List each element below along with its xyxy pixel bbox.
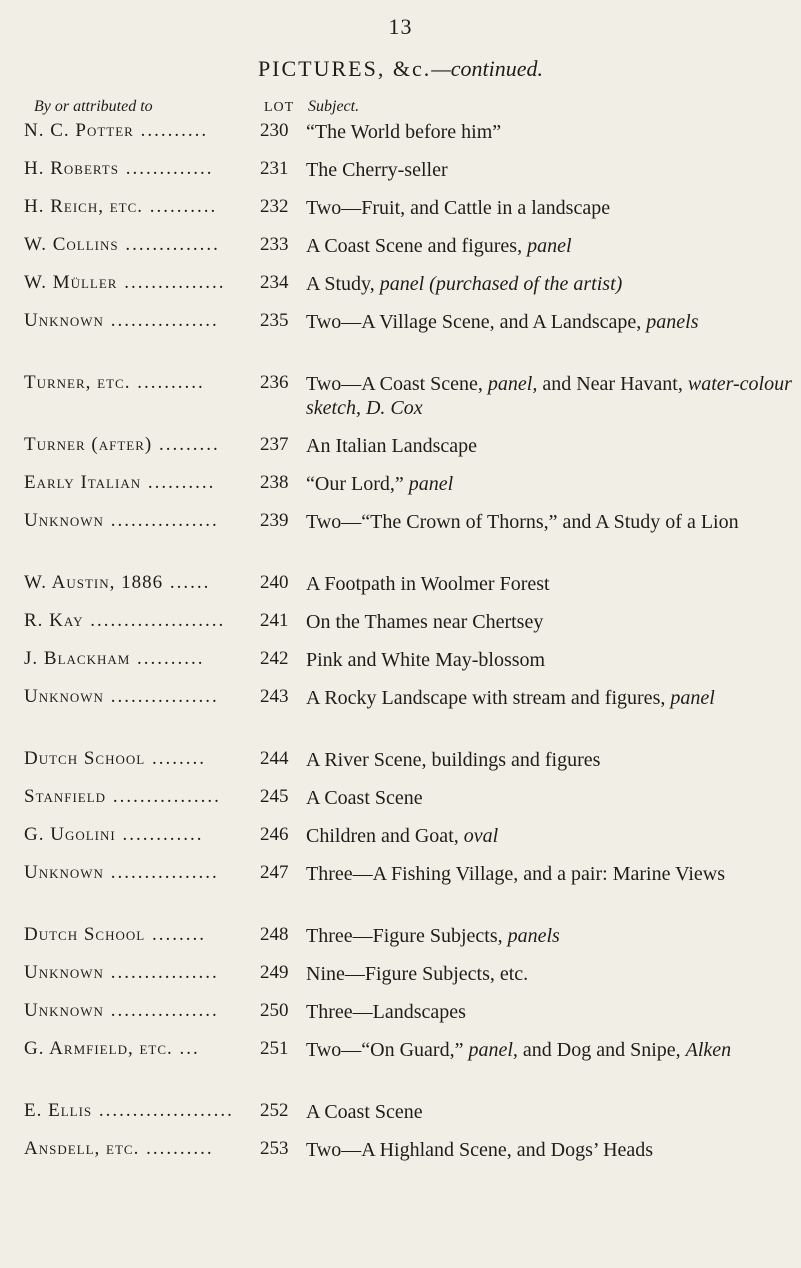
catalogue-entry — [0, 924, 801, 962]
entry-lot-number: 250 — [260, 1000, 289, 1021]
leader-dots: .................... — [92, 1100, 234, 1121]
artist-name: R. Kay — [24, 610, 84, 631]
entry-subject — [306, 372, 796, 420]
entry-lot-number: 236 — [260, 372, 289, 393]
subject-italic-note: panels — [507, 925, 560, 947]
entry-subject — [306, 824, 796, 848]
catalogue-entry — [0, 648, 801, 686]
entry-lot-number: 246 — [260, 824, 289, 845]
leader-dots: ........ — [145, 924, 206, 945]
artist-name: W. Austin, 1886 — [24, 572, 164, 593]
subject-italic-note-continued: Alken — [685, 1039, 732, 1061]
entry-subject — [306, 610, 796, 634]
entry-artist — [24, 196, 294, 218]
heading-continued: —continued. — [431, 56, 544, 81]
artist-name: N. C. Potter — [24, 120, 134, 141]
subject-italic-note: panel, — [487, 373, 538, 395]
entry-lot-number: 242 — [260, 648, 289, 669]
subject-text: A Coast Scene — [306, 787, 423, 809]
artist-name: Ansdell, etc. — [24, 1138, 140, 1159]
entry-artist — [24, 1138, 294, 1160]
catalogue-entry — [0, 1138, 801, 1176]
subject-text: Two—A Coast Scene, — [306, 373, 483, 395]
entry-subject — [306, 924, 796, 948]
catalogue-entry — [0, 610, 801, 648]
entry-lot-number: 240 — [260, 572, 289, 593]
entry-subject — [306, 572, 796, 596]
column-header-lot: LOT — [264, 100, 295, 115]
entry-artist — [24, 234, 294, 256]
leader-dots: ................ — [103, 862, 219, 883]
catalogue-entry — [0, 472, 801, 510]
entry-lot-number: 252 — [260, 1100, 289, 1121]
entry-lot-number: 245 — [260, 786, 289, 807]
leader-dots: .................... — [83, 610, 226, 631]
catalogue-entry — [0, 1100, 801, 1138]
subject-text: “Our Lord,” — [306, 473, 404, 495]
leader-dots: .......... — [143, 196, 218, 217]
entry-artist — [24, 120, 294, 142]
leader-dots: .......... — [141, 472, 216, 493]
entry-subject — [306, 158, 796, 182]
catalogue-entry — [0, 272, 801, 310]
artist-name: G. Armfield, etc. — [24, 1038, 173, 1059]
entry-subject — [306, 234, 796, 258]
entry-subject — [306, 472, 796, 496]
artist-name: Turner (after) — [24, 434, 153, 455]
subject-text: Nine—Figure Subjects, etc. — [306, 963, 529, 985]
catalogue-entry — [0, 786, 801, 824]
entry-lot-number: 233 — [260, 234, 289, 255]
entry-lot-number: 231 — [260, 158, 289, 179]
catalogue-entry — [0, 862, 801, 924]
entry-lot-number: 239 — [260, 510, 289, 531]
leader-dots: ...... — [163, 572, 211, 593]
artist-name: Unknown — [24, 510, 104, 531]
artist-name: Unknown — [24, 686, 104, 707]
subject-text: Three—Landscapes — [306, 1001, 466, 1023]
catalogue-entry — [0, 234, 801, 272]
catalogue-entry — [0, 1038, 801, 1100]
subject-italic-note: panels — [646, 311, 699, 333]
entry-lot-number: 230 — [260, 120, 289, 141]
entry-subject — [306, 1038, 796, 1062]
subject-text: Three—Figure Subjects, — [306, 925, 503, 947]
entry-artist — [24, 372, 294, 394]
catalogue-entry — [0, 310, 801, 372]
artist-name: Unknown — [24, 310, 104, 331]
leader-dots: .............. — [118, 234, 220, 255]
subject-text: A Coast Scene — [306, 1101, 423, 1123]
subject-text: An Italian Landscape — [306, 435, 478, 457]
artist-name: W. Müller — [24, 272, 118, 293]
leader-dots: ......... — [152, 434, 220, 455]
subject-italic-note: panel — [408, 473, 454, 495]
subject-italic-note-continued: water-colour sketch, D. Cox — [306, 373, 792, 419]
leader-dots: .......... — [139, 1138, 214, 1159]
leader-dots: ............ — [115, 824, 204, 845]
entry-subject — [306, 310, 796, 334]
entry-subject — [306, 272, 796, 296]
entry-lot-number: 234 — [260, 272, 289, 293]
entry-subject — [306, 862, 796, 886]
leader-dots: ................ — [103, 510, 219, 531]
entry-subject — [306, 196, 796, 220]
entry-lot-number: 247 — [260, 862, 289, 883]
leader-dots: ............... — [117, 272, 226, 293]
catalogue-entry — [0, 686, 801, 748]
leader-dots: ... — [172, 1038, 200, 1059]
artist-name: E. Ellis — [24, 1100, 93, 1121]
artist-name: G. Ugolini — [24, 824, 116, 845]
subject-text-continued: and Near Havant, — [537, 373, 683, 395]
entry-artist — [24, 686, 294, 708]
entry-lot-number: 241 — [260, 610, 289, 631]
leader-dots: ................ — [106, 786, 221, 807]
catalogue-entry — [0, 572, 801, 610]
page-number: 13 — [388, 14, 413, 39]
subject-text: “The World before him” — [306, 121, 502, 143]
artist-name: Turner, etc. — [24, 372, 131, 393]
entry-artist — [24, 272, 294, 294]
entry-lot-number: 238 — [260, 472, 289, 493]
entry-artist — [24, 510, 294, 532]
leader-dots: .......... — [130, 648, 205, 669]
catalogue-entry — [0, 434, 801, 472]
entry-artist — [24, 962, 294, 984]
entry-lot-number: 243 — [260, 686, 289, 707]
catalogue-entry — [0, 748, 801, 786]
catalogue-entry — [0, 120, 801, 158]
subject-text: Pink and White May-blossom — [306, 649, 546, 671]
catalogue-entry — [0, 962, 801, 1000]
subject-text: Two—A Village Scene, and A Landscape, — [306, 311, 642, 333]
entry-subject — [306, 510, 796, 534]
subject-text: Two—Fruit, and Cattle in a landscape — [306, 197, 611, 219]
artist-name: Dutch School — [24, 748, 146, 769]
entry-subject — [306, 686, 796, 710]
subject-text: The Cherry-seller — [306, 159, 448, 181]
entry-lot-number: 248 — [260, 924, 289, 945]
subject-italic-note: panel, — [468, 1039, 518, 1061]
subject-italic-note: panel — [527, 235, 572, 257]
subject-text-continued: and Dog and Snipe, — [517, 1039, 681, 1061]
leader-dots: ................ — [103, 310, 219, 331]
entry-lot-number: 253 — [260, 1138, 289, 1159]
entry-artist — [24, 748, 294, 770]
entry-subject — [306, 1000, 796, 1024]
subject-text: A Footpath in Woolmer Forest — [306, 573, 550, 595]
leader-dots: ............. — [118, 158, 214, 179]
leader-dots: ................ — [103, 686, 219, 707]
catalogue-entry — [0, 510, 801, 572]
artist-name: Unknown — [24, 962, 104, 983]
subject-text: A Rocky Landscape with stream and figures, — [306, 687, 666, 709]
subject-text: A Coast Scene and figures, — [306, 235, 523, 257]
entry-artist — [24, 824, 294, 846]
artist-name: H. Roberts — [24, 158, 119, 179]
entry-subject — [306, 648, 796, 672]
artist-name: Early Italian — [24, 472, 142, 493]
subject-text: Two—“On Guard,” — [306, 1039, 464, 1061]
entry-lot-number: 232 — [260, 196, 289, 217]
artist-name: Unknown — [24, 1000, 104, 1021]
subject-text: Two—A Highland Scene, and Dogs’ Heads — [306, 1139, 654, 1161]
entry-subject — [306, 786, 796, 810]
leader-dots: ........ — [145, 748, 206, 769]
entry-artist — [24, 648, 294, 670]
entry-artist — [24, 1000, 294, 1022]
entry-artist — [24, 1038, 294, 1060]
subject-text: Children and Goat, — [306, 825, 459, 847]
catalogue-entry — [0, 372, 801, 434]
artist-name: W. Collins — [24, 234, 119, 255]
entry-subject — [306, 748, 796, 772]
artist-name: Unknown — [24, 862, 104, 883]
subject-text: A River Scene, buildings and figures — [306, 749, 601, 771]
subject-italic-note: panel — [670, 687, 715, 709]
column-header-subject: Subject. — [308, 98, 360, 115]
artist-name: J. Blackham — [24, 648, 131, 669]
entry-lot-number: 235 — [260, 310, 289, 331]
entry-artist — [24, 786, 294, 808]
catalogue-entry — [0, 158, 801, 196]
subject-text: A Study, — [306, 273, 375, 295]
entry-artist — [24, 158, 294, 180]
subject-italic-note: panel (purchased of the artist) — [379, 273, 623, 295]
artist-name: Dutch School — [24, 924, 146, 945]
entry-artist — [24, 1100, 294, 1122]
catalogue-entry — [0, 196, 801, 234]
entry-subject — [306, 1138, 796, 1162]
subject-text: Three—A Fishing Village, and a pair: Marine Views — [306, 863, 725, 885]
entry-artist — [24, 310, 294, 332]
entry-subject — [306, 1100, 796, 1124]
column-header-artist: By or attributed to — [34, 98, 153, 115]
leader-dots: ................ — [103, 1000, 219, 1021]
entry-lot-number: 251 — [260, 1038, 289, 1059]
artist-name: H. Reich, etc. — [24, 196, 144, 217]
entry-lot-number: 249 — [260, 962, 289, 983]
entry-artist — [24, 472, 294, 494]
entry-artist — [24, 610, 294, 632]
catalogue-entry — [0, 1000, 801, 1038]
entry-subject — [306, 962, 796, 986]
leader-dots: .......... — [133, 120, 209, 141]
subject-text: Two—“The Crown of Thorns,” and A Study of a Lion — [306, 511, 739, 533]
leader-dots: ................ — [103, 962, 219, 983]
entry-subject — [306, 120, 796, 144]
entry-lot-number: 237 — [260, 434, 289, 455]
leader-dots: .......... — [130, 372, 205, 393]
entry-lot-number: 244 — [260, 748, 289, 769]
heading-title: PICTURES, &c. — [257, 56, 432, 81]
entry-artist — [24, 572, 294, 594]
entry-artist — [24, 862, 294, 884]
page-heading — [0, 56, 801, 82]
catalogue-entry — [0, 824, 801, 862]
entry-artist — [24, 924, 294, 946]
entry-artist — [24, 434, 294, 456]
entry-subject — [306, 434, 796, 458]
artist-name: Stanfield — [24, 786, 107, 807]
subject-italic-note: oval — [463, 825, 499, 847]
subject-text: On the Thames near Chertsey — [306, 611, 544, 633]
